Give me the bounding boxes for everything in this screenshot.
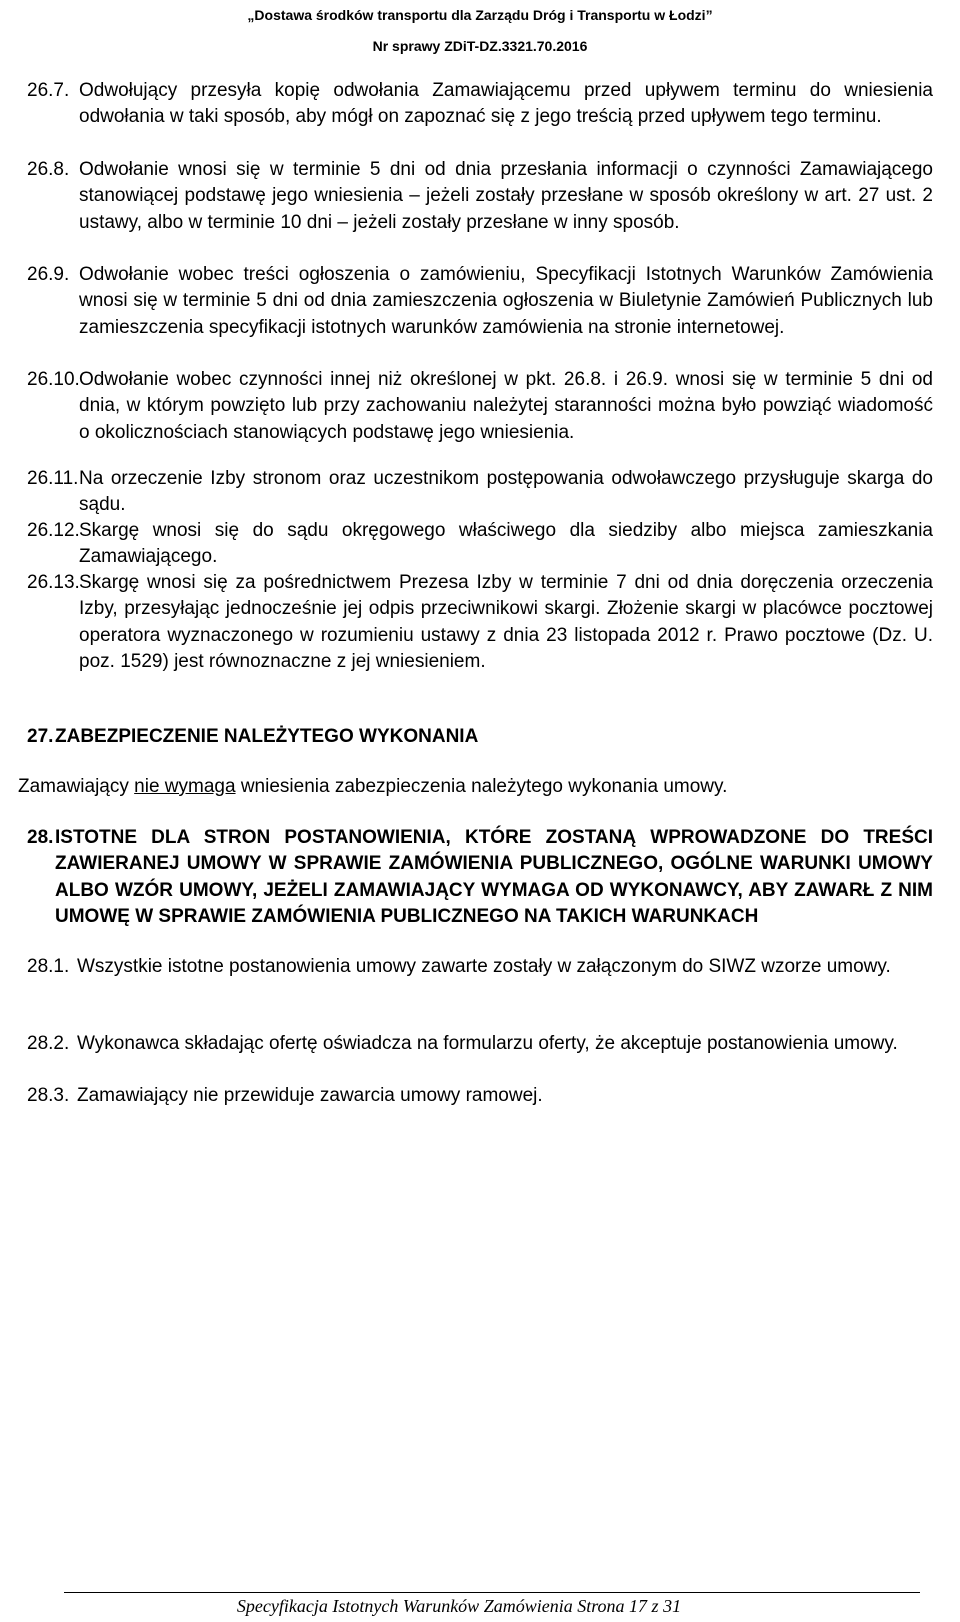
item-text: Odwołujący przesyła kopię odwołania Zamawiającemu przed upływem terminu do wniesienia odwołania w taki sposób, aby mógł on zapoznać się z jego treścią przed upływem tego terminu. bbox=[79, 80, 933, 128]
list-item bbox=[27, 78, 933, 131]
paragraph-text-end: wniesienia zabezpieczenia należytego wykonania umowy. bbox=[235, 776, 728, 797]
item-number: 26.13. bbox=[27, 572, 80, 593]
sub-item-text: Wszystkie istotne postanowienia umowy zawarte zostały w załączonym do SIWZ wzorze umowy. bbox=[77, 956, 891, 977]
list-item bbox=[27, 466, 933, 519]
list-item bbox=[27, 157, 933, 236]
footer-total-pages: 31 bbox=[663, 1596, 682, 1616]
item-text: Odwołanie wnosi się w terminie 5 dni od dnia przesłania informacji o czynności Zamawiającego stanowiącej podstawę jego wniesienia – jeżeli zostały przesłane w sposób określony w art. 27 ust. 2 ustawy, albo w terminie 10 dni – jeżeli zostały przesłane w inny sposób. bbox=[79, 159, 933, 233]
case-number: Nr sprawy ZDiT-DZ.3321.70.2016 bbox=[372, 38, 588, 54]
item-number: 26.11. bbox=[27, 468, 79, 489]
item-text: Skargę wnosi się za pośrednictwem Prezesa Izby w terminie 7 dni od dnia doręczenia orzeczenia Izby, przesyłając jednocześnie jej odpis przeciwnikowi skargi. Złożenie skargi w placówce pocztowej operatora wyznaczonego w rozumieniu ustawy z dnia 23 listopada 2012 r. Prawo pocztowe (Dz. U. poz. 1529) jest równoznaczne z jej wniesieniem. bbox=[79, 572, 933, 672]
underlined-phrase: nie wymaga bbox=[134, 776, 236, 797]
list-item bbox=[27, 262, 933, 341]
sub-item bbox=[27, 1031, 933, 1057]
item-text: Na orzeczenie Izby stronom oraz uczestnikom postępowania odwoławczego przysługuje skarga do sądu. bbox=[79, 468, 933, 516]
item-number: 26.10. bbox=[27, 369, 80, 390]
list-item bbox=[27, 518, 933, 571]
footer-doc-title: Specyfikacja Istotnych Warunków Zamówienia bbox=[236, 1596, 573, 1616]
item-number: 26.8. bbox=[27, 159, 70, 180]
footer-page-label: Strona bbox=[577, 1596, 625, 1616]
list-item bbox=[27, 367, 933, 446]
sub-item-number: 28.2. bbox=[27, 1033, 70, 1054]
sub-item-text: Wykonawca składając ofertę oświadcza na formularzu oferty, że akceptuje postanowienia umowy. bbox=[77, 1033, 898, 1054]
sub-item bbox=[27, 1083, 933, 1109]
section-title: ZABEZPIECZENIE NALEŻYTEGO WYKONANIA bbox=[55, 726, 479, 747]
section-number: 27. bbox=[27, 726, 54, 747]
footer-divider bbox=[64, 1592, 920, 1593]
section-28-heading bbox=[27, 825, 933, 930]
item-text: Skargę wnosi się do sądu okręgowego właściwego dla siedziby albo miejsca zamieszkania Zamawiającego. bbox=[79, 520, 933, 568]
item-number: 26.9. bbox=[27, 264, 70, 285]
page-footer bbox=[0, 1596, 918, 1616]
section-title: ISTOTNE DLA STRON POSTANOWIENIA, KTÓRE ZOSTANĄ WPROWADZONE DO TREŚCI ZAWIERANEJ UMOWY W SPRAWIE ZAMÓWIENIA PUBLICZNEGO, OGÓLNE WARUNKI UMOWY ALBO WZÓR UMOWY, JEŻELI ZAMAWIAJĄCY WYMAGA OD WYKONAWCY, ABY ZAWARŁ Z NIM UMOWĘ W SPRAWIE ZAMÓWIENIA PUBLICZNEGO NA TAKICH WARUNKACH bbox=[55, 827, 933, 927]
item-number: 26.12. bbox=[27, 520, 80, 541]
document-header-title: „Dostawa środków transportu dla Zarządu Dróg i Transportu w Łodzi” bbox=[247, 7, 713, 23]
item-number: 26.7. bbox=[27, 80, 70, 101]
list-item bbox=[27, 570, 933, 675]
section-27-heading bbox=[27, 724, 933, 750]
sub-item-number: 28.1. bbox=[27, 956, 70, 977]
sub-item-text: Zamawiający nie przewiduje zawarcia umowy ramowej. bbox=[77, 1085, 543, 1106]
item-text: Odwołanie wobec czynności innej niż określonej w pkt. 26.8. i 26.9. wnosi się w terminie 5 dni od dnia, w którym powzięto lub przy zachowaniu należytej staranności można było powziąć wiadomość o okolicznościach stanowiących podstawę jego wniesienia. bbox=[79, 369, 933, 443]
footer-page-number: 17 bbox=[629, 1596, 648, 1616]
paragraph-text-start: Zamawiający bbox=[18, 776, 135, 797]
sub-item bbox=[27, 954, 933, 980]
section-27-paragraph bbox=[18, 774, 933, 800]
section-number: 28. bbox=[27, 827, 54, 848]
item-text: Odwołanie wobec treści ogłoszenia o zamówieniu, Specyfikacji Istotnych Warunków Zamówienia wnosi się w terminie 5 dni od dnia zamieszczenia ogłoszenia w Biuletynie Zamówień Publicznych lub zamieszczenia specyfikacji istotnych warunków zamówienia na stronie internetowej. bbox=[79, 264, 933, 338]
sub-item-number: 28.3. bbox=[27, 1085, 70, 1106]
footer-of-label: z bbox=[651, 1596, 659, 1616]
